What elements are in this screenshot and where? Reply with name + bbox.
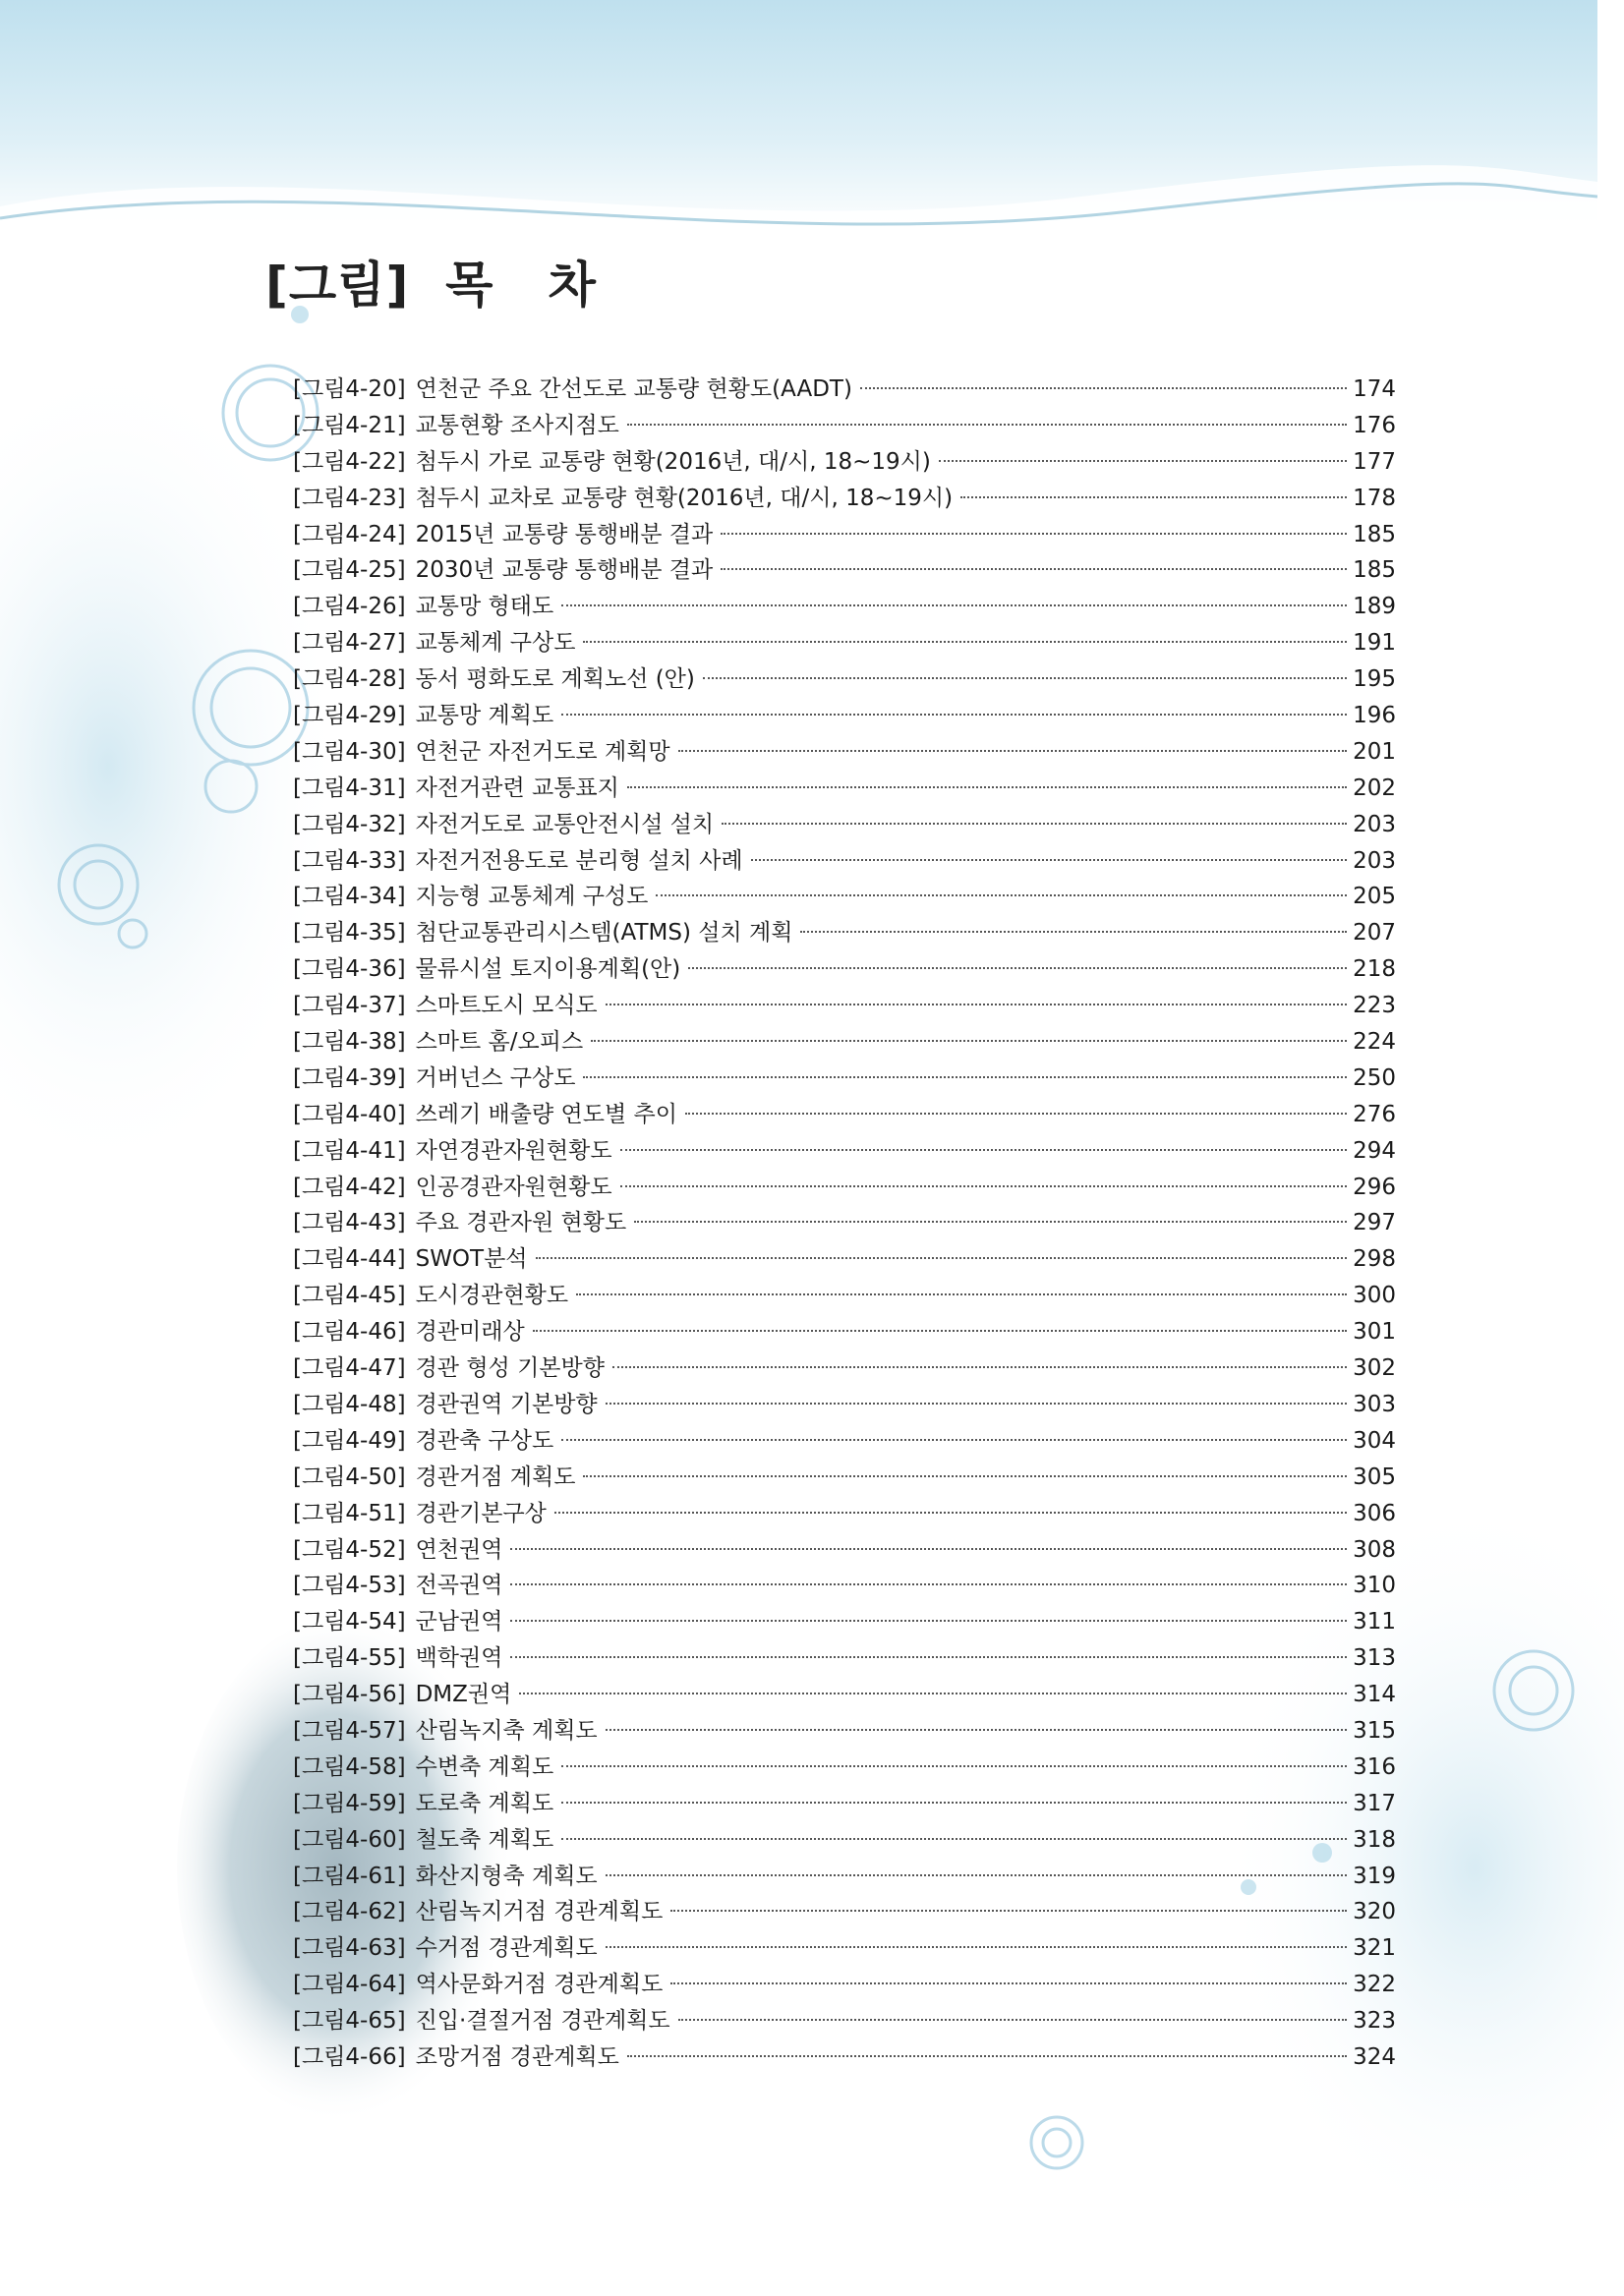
toc-entry[interactable] [293,2003,1396,2039]
toc-entry[interactable] [293,771,1396,807]
figure-caption: 연천군 자전거도로 계획망 [415,738,670,765]
page-number: 298 [1353,1246,1396,1273]
figure-caption: 스마트 홈/오피스 [415,1029,584,1056]
toc-entry[interactable] [293,1967,1396,2003]
page-number: 306 [1353,1500,1396,1526]
dot-leader [634,1215,1347,1223]
toc-entry[interactable] [293,1568,1396,1604]
dot-leader [606,1940,1347,1948]
dot-leader [536,1251,1348,1259]
toc-entry[interactable] [293,552,1396,589]
figure-number: [그림4-40] [293,1101,406,1127]
figure-caption: 스마트도시 모식도 [415,993,598,1019]
page-number: 176 [1353,412,1396,438]
page-number: 276 [1353,1101,1396,1127]
figure-number: [그림4-29] [293,703,406,729]
figure-caption: 자전거관련 교통표지 [415,775,619,801]
figure-number: [그림4-61] [293,1863,406,1889]
figure-number: [그림4-25] [293,557,406,584]
page-number: 310 [1353,1573,1396,1599]
figure-number: [그림4-53] [293,1573,406,1599]
figure-number: [그림4-48] [293,1391,406,1417]
figure-number: [그림4-23] [293,485,406,511]
dot-leader [561,1832,1347,1840]
dot-leader [561,1796,1347,1804]
figure-number: [그림4-26] [293,594,406,620]
figure-number: [그림4-56] [293,1682,406,1708]
toc-entry[interactable] [293,951,1396,988]
figure-number: [그림4-57] [293,1717,406,1744]
dot-leader [620,1143,1348,1151]
toc-entry[interactable] [293,1496,1396,1532]
figure-caption: 경관거점 계획도 [415,1464,576,1490]
figure-caption: 수거점 경관계획도 [415,1935,598,1962]
figure-caption: 경관축 구상도 [415,1427,554,1454]
figure-caption: 교통체계 구상도 [415,630,576,657]
toc-entry[interactable] [293,843,1396,880]
page-number: 311 [1353,1609,1396,1636]
figure-caption: 2015년 교통량 통행배분 결과 [415,521,714,547]
figure-caption: 지능형 교통체계 구성도 [415,884,649,910]
dot-leader [612,1360,1347,1368]
dot-leader [678,744,1347,752]
figure-number: [그림4-63] [293,1935,406,1962]
toc-entry[interactable] [293,408,1396,444]
page-number: 195 [1353,666,1396,693]
page-number: 319 [1353,1863,1396,1889]
figure-caption: 백학권역 [415,1645,503,1672]
figure-caption: 첨두시 교차로 교통량 현황(2016년, 대/시, 18~19시) [415,485,954,511]
dot-leader [722,817,1347,825]
figure-number: [그림4-49] [293,1427,406,1454]
page-number: 322 [1353,1972,1396,1998]
figure-number: [그림4-39] [293,1064,406,1091]
page-number: 316 [1353,1753,1396,1780]
page-number: 315 [1353,1717,1396,1744]
figure-number: [그림4-59] [293,1790,406,1816]
toc-entry[interactable] [293,1170,1396,1206]
page-number: 203 [1353,811,1396,837]
toc-entry[interactable] [293,807,1396,843]
dot-leader [721,562,1347,570]
figure-caption: 조망거점 경관계획도 [415,2043,619,2070]
figure-number: [그림4-33] [293,847,406,874]
figure-number: [그림4-51] [293,1500,406,1526]
page-number: 177 [1353,448,1396,475]
page-number: 294 [1353,1137,1396,1164]
figure-number: [그림4-24] [293,521,406,547]
dot-leader [939,454,1347,462]
toc-entry[interactable] [293,1822,1396,1859]
toc-entry[interactable] [293,1859,1396,1895]
toc-entry[interactable] [293,661,1396,698]
toc-entry[interactable] [293,1930,1396,1967]
page-number: 178 [1353,485,1396,511]
page-number: 202 [1353,775,1396,801]
toc-entry[interactable] [293,1133,1396,1170]
figure-number: [그림4-54] [293,1609,406,1636]
page-number: 302 [1353,1355,1396,1382]
dot-leader [561,1759,1347,1767]
page-number: 305 [1353,1464,1396,1490]
figure-caption: 경관미래상 [415,1319,525,1346]
figure-caption: 철도축 계획도 [415,1826,554,1853]
page-number: 203 [1353,847,1396,874]
dot-leader [554,1506,1347,1514]
toc-entry[interactable] [293,2039,1396,2076]
dot-leader [606,998,1347,1005]
toc-entry[interactable] [293,517,1396,553]
dot-leader [678,2013,1347,2021]
figure-caption: 도로축 계획도 [415,1790,554,1816]
figure-caption: DMZ권역 [415,1682,512,1708]
figure-caption: SWOT분석 [415,1246,528,1273]
dot-leader [860,381,1347,389]
page-number: 304 [1353,1427,1396,1454]
figure-caption: 교통망 계획도 [415,703,554,729]
toc-entry[interactable] [293,1061,1396,1097]
figure-caption: 인공경관자원현황도 [415,1174,612,1200]
figure-number: [그림4-47] [293,1355,406,1382]
dot-leader [510,1614,1347,1622]
figure-number: [그림4-43] [293,1210,406,1236]
toc-entry[interactable] [293,1894,1396,1930]
toc-entry[interactable] [293,1387,1396,1423]
figure-number: [그림4-46] [293,1319,406,1346]
dot-leader [510,1650,1347,1658]
figure-number: [그림4-30] [293,738,406,765]
toc-entry[interactable] [293,625,1396,661]
page-number: 189 [1353,594,1396,620]
dot-leader [670,1977,1347,1984]
figure-number: [그림4-62] [293,1899,406,1925]
figure-number: [그림4-38] [293,1029,406,1056]
page-number: 321 [1353,1935,1396,1962]
figure-caption: 자연경관자원현황도 [415,1137,612,1164]
page-title: [그림] 목 차 [265,257,597,314]
dot-leader [510,1578,1347,1585]
toc-entry[interactable] [293,444,1396,481]
toc-entry[interactable] [293,1350,1396,1387]
dot-leader [583,1070,1347,1078]
page-number: 250 [1353,1064,1396,1091]
toc-entry[interactable] [293,1604,1396,1640]
page-number: 323 [1353,2008,1396,2035]
dot-leader [627,418,1347,426]
page-number: 313 [1353,1645,1396,1672]
figure-number: [그림4-36] [293,956,406,983]
figure-number: [그림4-66] [293,2043,406,2070]
toc-entry[interactable] [293,481,1396,517]
figure-caption: 도시경관현황도 [415,1283,569,1309]
toc-entry[interactable] [293,915,1396,951]
dot-leader [620,1179,1348,1187]
figure-caption: 산림녹지축 계획도 [415,1717,598,1744]
figure-caption: 산림녹지거점 경관계획도 [415,1899,664,1925]
figure-table-of-contents [293,372,1396,2076]
page-number: 301 [1353,1319,1396,1346]
toc-entry[interactable] [293,879,1396,915]
toc-entry[interactable] [293,1460,1396,1496]
toc-entry[interactable] [293,1314,1396,1350]
figure-number: [그림4-35] [293,920,406,947]
figure-number: [그림4-34] [293,884,406,910]
dot-leader [627,2049,1347,2057]
dot-leader [583,1469,1347,1477]
toc-entry[interactable] [293,1640,1396,1677]
page-number: 324 [1353,2043,1396,2070]
dot-leader [800,925,1347,933]
figure-number: [그림4-27] [293,630,406,657]
toc-entry[interactable] [293,1713,1396,1750]
page-number: 201 [1353,738,1396,765]
toc-entry[interactable] [293,1097,1396,1133]
page-number: 303 [1353,1391,1396,1417]
figure-caption: 쓰레기 배출량 연도별 추이 [415,1101,677,1127]
dot-leader [685,1107,1347,1115]
page-number: 300 [1353,1283,1396,1309]
dot-leader [606,1868,1347,1876]
page-number: 297 [1353,1210,1396,1236]
figure-caption: 경관기본구상 [415,1500,547,1526]
dot-leader [591,1034,1347,1042]
figure-number: [그림4-64] [293,1972,406,1998]
toc-entry[interactable] [293,1750,1396,1786]
toc-entry[interactable] [293,589,1396,625]
page-number: 207 [1353,920,1396,947]
dot-leader [583,635,1347,643]
toc-entry[interactable] [293,734,1396,771]
figure-number: [그림4-22] [293,448,406,475]
figure-caption: 수변축 계획도 [415,1753,554,1780]
page-number: 185 [1353,521,1396,547]
dot-leader [721,527,1347,535]
figure-caption: 군남권역 [415,1609,503,1636]
figure-number: [그림4-52] [293,1536,406,1563]
figure-caption: 경관권역 기본방향 [415,1391,598,1417]
figure-caption: 전곡권역 [415,1573,503,1599]
dot-leader [510,1542,1347,1550]
page-number: 320 [1353,1899,1396,1925]
dot-leader [656,889,1347,896]
dot-leader [561,599,1347,606]
page-number: 317 [1353,1790,1396,1816]
dot-leader [703,671,1347,679]
toc-entry[interactable] [293,1024,1396,1061]
page-number: 318 [1353,1826,1396,1853]
figure-caption: 자전거도로 교통안전시설 설치 [415,811,715,837]
figure-number: [그림4-20] [293,376,406,402]
page-number: 174 [1353,376,1396,402]
figure-number: [그림4-55] [293,1645,406,1672]
toc-entry[interactable] [293,1241,1396,1278]
figure-number: [그림4-50] [293,1464,406,1490]
figure-number: [그림4-60] [293,1826,406,1853]
figure-caption: 물류시설 토지이용계획(안) [415,956,681,983]
figure-caption: 경관 형성 기본방향 [415,1355,605,1382]
toc-entry[interactable] [293,1677,1396,1713]
figure-number: [그림4-58] [293,1753,406,1780]
figure-caption: 동서 평화도로 계획노선 (안) [415,666,695,693]
figure-caption: 교통현황 조사지점도 [415,412,619,438]
toc-entry[interactable] [293,1205,1396,1241]
page-number: 223 [1353,993,1396,1019]
dot-leader [627,780,1347,788]
figure-number: [그림4-45] [293,1283,406,1309]
figure-caption: 역사문화거점 경관계획도 [415,1972,664,1998]
toc-entry[interactable] [293,1532,1396,1569]
figure-caption: 거버넌스 구상도 [415,1064,576,1091]
page-number: 296 [1353,1174,1396,1200]
page-number: 224 [1353,1029,1396,1056]
figure-number: [그림4-28] [293,666,406,693]
dot-leader [606,1397,1347,1405]
figure-caption: 교통망 형태도 [415,594,554,620]
dot-leader [688,961,1347,969]
figure-caption: 연천권역 [415,1536,503,1563]
figure-number: [그림4-32] [293,811,406,837]
figure-number: [그림4-41] [293,1137,406,1164]
figure-number: [그림4-37] [293,993,406,1019]
toc-entry[interactable] [293,1423,1396,1460]
dot-leader [751,853,1348,861]
page-number: 191 [1353,630,1396,657]
dot-leader [606,1723,1347,1731]
figure-caption: 화산지형축 계획도 [415,1863,598,1889]
dot-leader [519,1687,1347,1694]
dot-leader [533,1324,1347,1332]
figure-number: [그림4-65] [293,2008,406,2035]
figure-caption: 첨단교통관리시스템(ATMS) 설치 계획 [415,920,793,947]
dot-leader [670,1904,1347,1912]
toc-entry[interactable] [293,1278,1396,1314]
page-number: 314 [1353,1682,1396,1708]
dot-leader [576,1288,1347,1295]
page-number: 218 [1353,956,1396,983]
figure-caption: 첨두시 가로 교통량 현황(2016년, 대/시, 18~19시) [415,448,931,475]
dot-leader [960,490,1347,498]
toc-entry[interactable] [293,698,1396,734]
figure-caption: 2030년 교통량 통행배분 결과 [415,557,714,584]
figure-caption: 진입·결절거점 경관계획도 [415,2008,670,2035]
figure-number: [그림4-42] [293,1174,406,1200]
figure-caption: 연천군 주요 간선도로 교통량 현황도(AADT) [415,376,852,402]
page-number: 185 [1353,557,1396,584]
figure-number: [그림4-31] [293,775,406,801]
page-number: 205 [1353,884,1396,910]
dot-leader [561,1433,1347,1441]
page-number: 308 [1353,1536,1396,1563]
figure-number: [그림4-21] [293,412,406,438]
page-number: 196 [1353,703,1396,729]
dot-leader [561,708,1347,716]
figure-caption: 주요 경관자원 현황도 [415,1210,627,1236]
figure-caption: 자전거전용도로 분리형 설치 사례 [415,847,743,874]
figure-number: [그림4-44] [293,1246,406,1273]
toc-entry[interactable] [293,372,1396,408]
toc-entry[interactable] [293,1786,1396,1822]
toc-entry[interactable] [293,988,1396,1024]
